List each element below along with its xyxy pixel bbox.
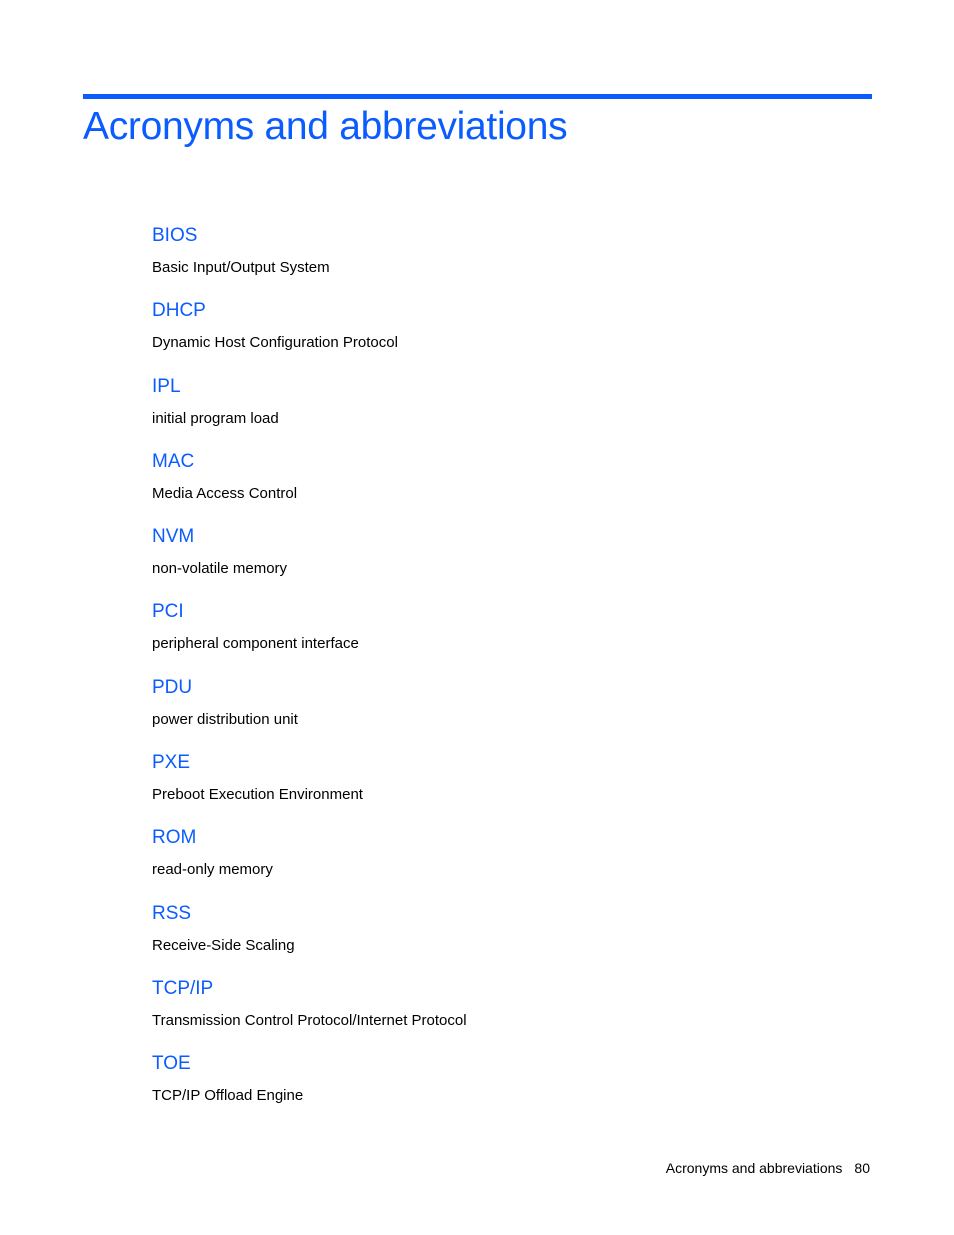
glossary-entry	[152, 1050, 852, 1125]
glossary-term: TOE	[152, 1053, 191, 1075]
glossary-term: TCP/IP	[152, 977, 214, 999]
glossary-definition: read-only memory	[152, 861, 273, 879]
glossary-entry	[152, 824, 852, 899]
glossary-entry	[152, 900, 852, 975]
glossary-entry	[152, 674, 852, 749]
glossary-definition: initial program load	[152, 409, 279, 427]
glossary-term: BIOS	[152, 225, 198, 246]
glossary-entry	[152, 297, 852, 372]
glossary-definition: Dynamic Host Configuration Protocol	[152, 334, 398, 352]
glossary-definition: non-volatile memory	[152, 560, 288, 578]
glossary-entry	[152, 975, 852, 1050]
glossary-definition: Media Access Control	[152, 484, 298, 502]
glossary-term: DHCP	[152, 300, 206, 322]
glossary-entry	[152, 598, 852, 673]
page-number: 80	[854, 1160, 870, 1176]
glossary-entry	[152, 448, 852, 523]
glossary-term: NVM	[152, 526, 195, 548]
glossary-entry	[152, 222, 852, 297]
glossary-term: IPL	[152, 375, 181, 397]
footer-section-title: Acronyms and abbreviations	[665, 1160, 843, 1176]
glossary-term: PXE	[152, 752, 191, 774]
glossary-entry	[152, 373, 852, 448]
glossary-term: ROM	[152, 827, 197, 849]
glossary-term: RSS	[152, 902, 192, 924]
glossary-definition: TCP/IP Offload Engine	[152, 1087, 304, 1105]
glossary-definition: peripheral component interface	[152, 635, 359, 653]
glossary-entry	[152, 749, 852, 824]
glossary-definition: Receive-Side Scaling	[152, 936, 295, 954]
glossary-definition: Preboot Execution Environment	[152, 786, 363, 804]
glossary-definition: Basic Input/Output System	[152, 259, 330, 276]
glossary-entry	[152, 523, 852, 598]
glossary-term: PCI	[152, 601, 184, 623]
glossary-list	[152, 222, 852, 1126]
title-rule	[83, 94, 872, 99]
page-title: Acronyms and abbreviations	[83, 105, 568, 148]
glossary-term: MAC	[152, 450, 195, 472]
glossary-definition: Transmission Control Protocol/Internet Protocol	[152, 1011, 467, 1029]
glossary-definition: power distribution unit	[152, 710, 298, 728]
page-footer	[666, 1158, 870, 1178]
glossary-term: PDU	[152, 676, 193, 698]
